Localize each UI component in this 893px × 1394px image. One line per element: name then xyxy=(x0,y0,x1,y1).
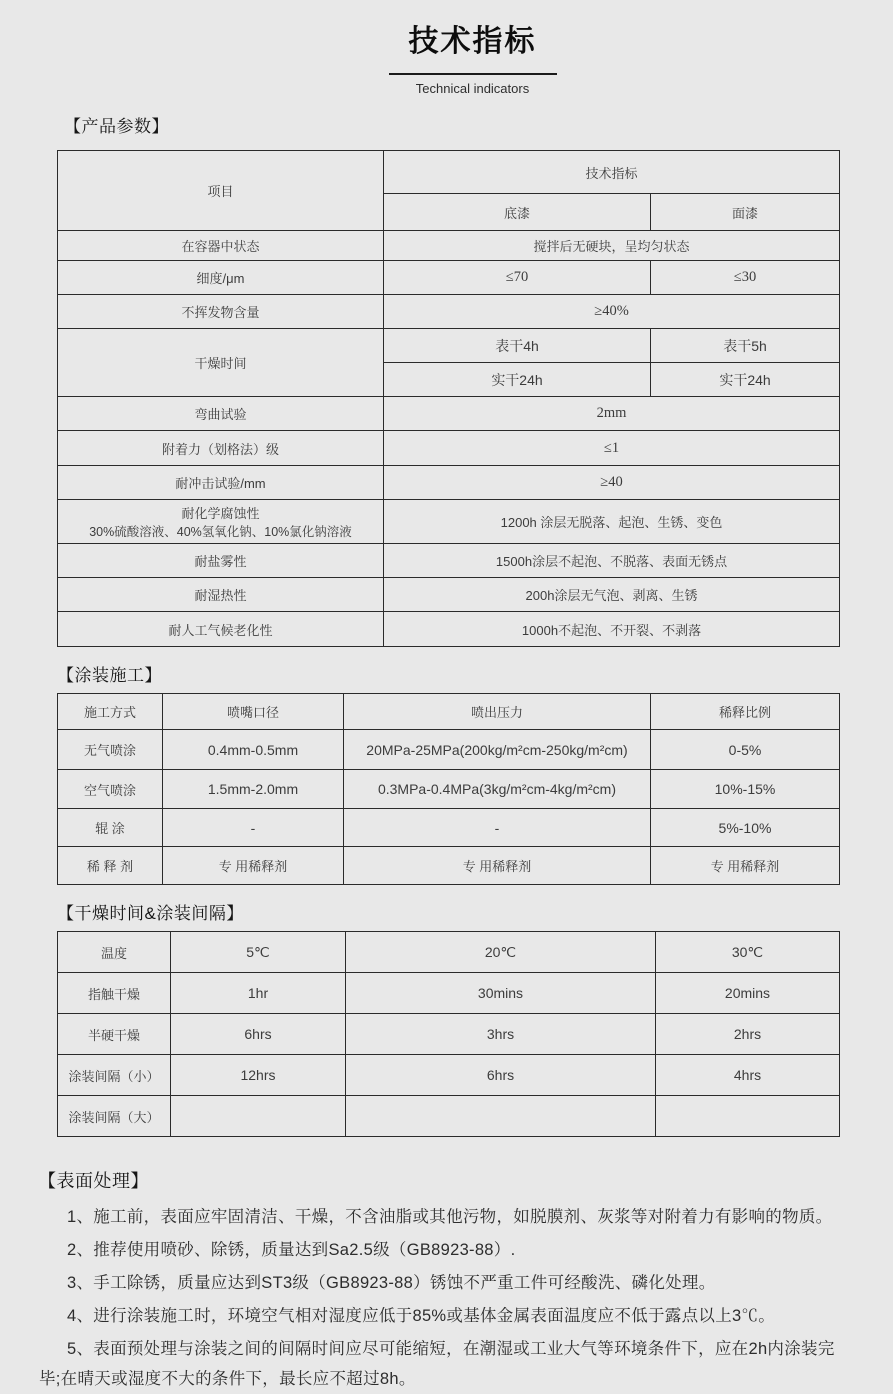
value-temp-30c: 30℃ xyxy=(656,932,840,973)
chemical-resistance-title: 耐化学腐蚀性 xyxy=(181,506,260,521)
surface-treatment-item-1: 1、施工前，表面应牢固清洁、干燥，不含油脂或其他污物，如脱膜剂、灰浆等对附着力有影响的物质。 xyxy=(67,1208,833,1226)
value-interval-max-30c xyxy=(656,1096,840,1137)
value-air-pressure: 0.3MPa-0.4MPa(3kg/m²cm-4kg/m²cm) xyxy=(344,770,651,809)
row-label-interval-max: 涂装间隔（大） xyxy=(58,1096,171,1137)
value-temp-20c: 20℃ xyxy=(346,932,656,973)
section-heading-drying-interval: 【干燥时间&涂装间隔】 xyxy=(57,904,244,923)
value-semi-hard-30c: 2hrs xyxy=(656,1014,840,1055)
value-roller-nozzle: - xyxy=(163,809,344,847)
row-label-thinner: 稀 释 剂 xyxy=(58,847,163,885)
header-cell-pressure: 喷出压力 xyxy=(344,694,651,730)
value-thinner-dilution: 专 用稀释剂 xyxy=(651,847,840,885)
section-heading-product-params: 【产品参数】 xyxy=(64,117,169,136)
value-interval-min-5c: 12hrs xyxy=(171,1055,346,1096)
row-label-chemical-resistance xyxy=(58,500,384,544)
row-label-airless-spray: 无气喷涂 xyxy=(58,730,163,770)
value-semi-hard-5c: 6hrs xyxy=(171,1014,346,1055)
value-chemical-resistance: 1200h 涂层无脱落、起泡、生锈、变色 xyxy=(384,500,840,544)
surface-treatment-item-2: 2、推荐使用喷砂、除锈，质量达到Sa2.5级（GB8923-88）. xyxy=(67,1241,516,1259)
surface-treatment-list xyxy=(39,1202,841,1394)
value-thinner-nozzle: 专 用稀释剂 xyxy=(163,847,344,885)
value-interval-min-20c: 6hrs xyxy=(346,1055,656,1096)
header-cell-tech-indicators: 技术指标 xyxy=(384,151,840,194)
row-label-fineness: 细度/μm xyxy=(58,261,384,295)
value-semi-hard-20c: 3hrs xyxy=(346,1014,656,1055)
value-interval-max-20c xyxy=(346,1096,656,1137)
row-label-weathering: 耐人工气候老化性 xyxy=(58,612,384,647)
value-thinner-pressure: 专 用稀释剂 xyxy=(344,847,651,885)
surface-treatment-item-3: 3、手工除锈，质量应达到ST3级（GB8923-88）锈蚀不严重工件可经酸洗、磷化处理。 xyxy=(67,1274,716,1292)
row-label-touch-dry: 指触干燥 xyxy=(58,973,171,1014)
page-subtitle: Technical indicators xyxy=(415,81,530,96)
product-params-table xyxy=(57,150,840,647)
value-damp-heat: 200h涂层无气泡、剥离、生锈 xyxy=(384,578,840,612)
title-divider xyxy=(389,73,557,75)
row-label-drying-time: 干燥时间 xyxy=(58,329,384,397)
row-label-air-spray: 空气喷涂 xyxy=(58,770,163,809)
value-weathering: 1000h不起泡、不开裂、不剥落 xyxy=(384,612,840,647)
value-salt-spray: 1500h涂层不起泡、不脱落、表面无锈点 xyxy=(384,544,840,578)
value-drying-primer-hard: 实干24h xyxy=(384,363,651,397)
value-impact-test: ≥40 xyxy=(384,466,840,500)
drying-interval-table xyxy=(57,931,840,1137)
section-heading-surface-treatment: 【表面处理】 xyxy=(38,1171,149,1191)
header-cell-primer: 底漆 xyxy=(384,194,651,231)
row-label-salt-spray: 耐盐雾性 xyxy=(58,544,384,578)
value-drying-topcoat-surface: 表干5h xyxy=(651,329,840,363)
value-drying-primer-surface: 表干4h xyxy=(384,329,651,363)
header-cell-dilution: 稀释比例 xyxy=(651,694,840,730)
row-label-bend-test: 弯曲试验 xyxy=(58,397,384,431)
painting-table xyxy=(57,693,840,885)
row-label-roller: 辊 涂 xyxy=(58,809,163,847)
chemical-resistance-solutions: 30%硫酸溶液、40%氢氧化钠、10%氯化钠溶液 xyxy=(89,525,352,539)
value-roller-dilution: 5%-10% xyxy=(651,809,840,847)
row-label-impact-test: 耐冲击试验/mm xyxy=(58,466,384,500)
row-label-damp-heat: 耐湿热性 xyxy=(58,578,384,612)
value-adhesion: ≤1 xyxy=(384,431,840,466)
value-airless-dilution: 0-5% xyxy=(651,730,840,770)
value-airless-pressure: 20MPa-25MPa(200kg/m²cm-250kg/m²cm) xyxy=(344,730,651,770)
value-temp-5c: 5℃ xyxy=(171,932,346,973)
surface-treatment-item-5: 5、表面预处理与涂装之间的间隔时间应尽可能缩短，在潮湿或工业大气等环境条件下，应在2h内涂装完毕;在晴天或湿度不大的条件下，最长应不超过8h。 xyxy=(39,1340,835,1388)
section-heading-painting: 【涂装施工】 xyxy=(57,666,162,685)
value-air-nozzle: 1.5mm-2.0mm xyxy=(163,770,344,809)
value-roller-pressure: - xyxy=(344,809,651,847)
value-touch-dry-5c: 1hr xyxy=(171,973,346,1014)
value-fineness-topcoat: ≤30 xyxy=(651,261,840,295)
row-label-nonvolatile: 不挥发物含量 xyxy=(58,295,384,329)
value-nonvolatile: ≥40% xyxy=(384,295,840,329)
value-airless-nozzle: 0.4mm-0.5mm xyxy=(163,730,344,770)
row-label-semi-hard-dry: 半硬干燥 xyxy=(58,1014,171,1055)
value-interval-max-5c xyxy=(171,1096,346,1137)
header-cell-nozzle: 喷嘴口径 xyxy=(163,694,344,730)
value-interval-min-30c: 4hrs xyxy=(656,1055,840,1096)
surface-treatment-item-4: 4、进行涂装施工时，环境空气相对湿度应低于85%或基体金属表面温度应不低于露点以上3℃。 xyxy=(67,1307,776,1325)
value-air-dilution: 10%-15% xyxy=(651,770,840,809)
value-container-state: 搅拌后无硬块，呈均匀状态 xyxy=(384,231,840,261)
row-label-interval-min: 涂装间隔（小） xyxy=(58,1055,171,1096)
page-title: 技术指标 xyxy=(408,25,537,58)
row-label-container-state: 在容器中状态 xyxy=(58,231,384,261)
document-header xyxy=(26,0,893,96)
value-bend-test: 2mm xyxy=(384,397,840,431)
row-label-adhesion: 附着力（划格法）级 xyxy=(58,431,384,466)
row-label-temperature: 温度 xyxy=(58,932,171,973)
value-drying-topcoat-hard: 实干24h xyxy=(651,363,840,397)
value-touch-dry-20c: 30mins xyxy=(346,973,656,1014)
header-cell-topcoat: 面漆 xyxy=(651,194,840,231)
header-cell-item: 项目 xyxy=(58,151,384,231)
header-cell-method: 施工方式 xyxy=(58,694,163,730)
value-touch-dry-30c: 20mins xyxy=(656,973,840,1014)
value-fineness-primer: ≤70 xyxy=(384,261,651,295)
